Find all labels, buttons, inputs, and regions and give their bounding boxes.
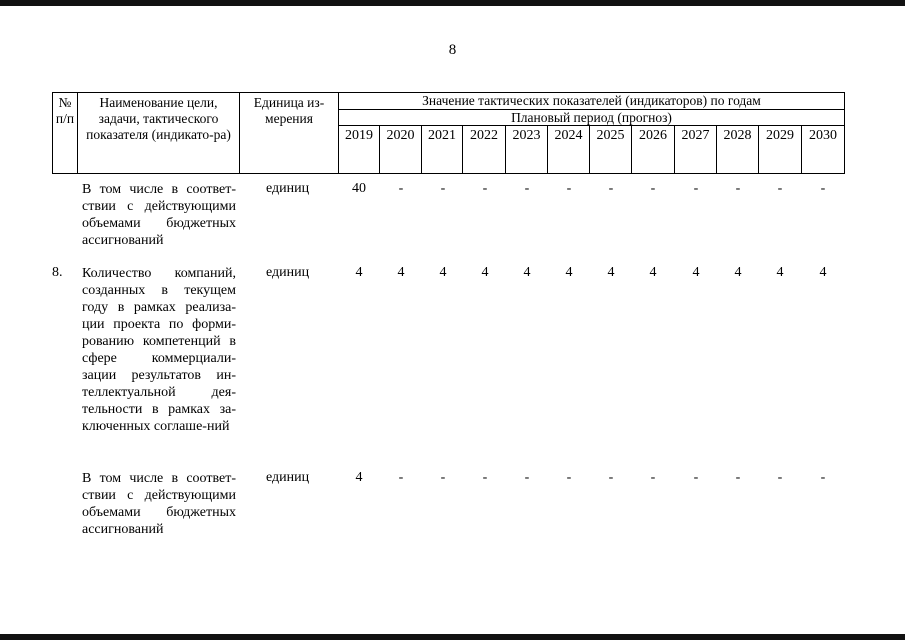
value-cell: - — [650, 181, 656, 196]
value-cell: 4 — [355, 265, 363, 280]
value-cell: 4 — [776, 265, 784, 280]
value-cell: 4 — [734, 265, 742, 280]
value-cell: - — [777, 181, 783, 196]
value-cell: - — [440, 181, 446, 196]
row-unit: единиц — [266, 265, 310, 280]
value-cell: 4 — [481, 265, 489, 280]
value-cell: 4 — [692, 265, 700, 280]
header-values-title: Значение тактических показателей (индикаторов) по годам — [338, 92, 845, 110]
value-cell: - — [820, 470, 826, 485]
row-name: В том числе в соответ-ствии с действующими объемами бюджетных ассигнований — [82, 182, 236, 248]
page-number: 8 — [448, 42, 457, 58]
value-cell: - — [566, 181, 572, 196]
year-header: 2023 — [505, 125, 548, 174]
value-cell: 40 — [352, 181, 366, 196]
year-header: 2021 — [421, 125, 463, 174]
value-cell: - — [524, 470, 530, 485]
header-name: Наименование цели, задачи, тактического показателя (индикато-ра) — [77, 92, 240, 174]
year-header: 2028 — [716, 125, 759, 174]
value-cell: 4 — [649, 265, 657, 280]
row-name: Количество компаний, созданных в текущем году в рамках реализа-ции проекта по форми-рованию компетенций в сфере коммерциали-зации результатов ин-теллектуальной дея-тельности в рамках за-ключенных соглаше-ний — [82, 266, 236, 434]
value-cell: - — [566, 470, 572, 485]
value-cell: - — [608, 470, 614, 485]
value-cell: - — [398, 181, 404, 196]
value-cell: - — [650, 470, 656, 485]
value-cell: - — [440, 470, 446, 485]
value-cell: 4 — [819, 265, 827, 280]
value-cell: - — [482, 181, 488, 196]
value-cell: 4 — [607, 265, 615, 280]
value-cell: - — [693, 181, 699, 196]
value-cell: - — [777, 470, 783, 485]
year-header: 2019 — [338, 125, 380, 174]
year-header: 2026 — [631, 125, 675, 174]
bottom-border — [0, 634, 905, 640]
value-cell: - — [482, 470, 488, 485]
value-cell: - — [693, 470, 699, 485]
row-unit: единиц — [266, 470, 310, 485]
value-cell: - — [398, 470, 404, 485]
value-cell: - — [820, 181, 826, 196]
value-cell: - — [735, 181, 741, 196]
year-header: 2020 — [379, 125, 422, 174]
value-cell: - — [524, 181, 530, 196]
value-cell: 4 — [439, 265, 447, 280]
year-header: 2024 — [547, 125, 590, 174]
year-header: 2025 — [589, 125, 632, 174]
year-header: 2027 — [674, 125, 717, 174]
value-cell: 4 — [523, 265, 531, 280]
year-header: 2029 — [758, 125, 802, 174]
row-unit: единиц — [266, 181, 310, 196]
value-cell: 4 — [565, 265, 573, 280]
value-cell: 4 — [397, 265, 405, 280]
header-planned-period: Плановый период (прогноз) — [338, 109, 845, 126]
year-header: 2022 — [462, 125, 506, 174]
value-cell: 4 — [355, 470, 363, 485]
row-name: В том числе в соответ-ствии с действующими объемами бюджетных ассигнований — [82, 471, 236, 537]
row-number: 8. — [52, 265, 63, 280]
header-unit: Единица из-мерения — [239, 92, 339, 174]
value-cell: - — [608, 181, 614, 196]
top-border — [0, 0, 905, 6]
year-header: 2030 — [801, 125, 845, 174]
header-num: № п/п — [52, 92, 78, 174]
value-cell: - — [735, 470, 741, 485]
